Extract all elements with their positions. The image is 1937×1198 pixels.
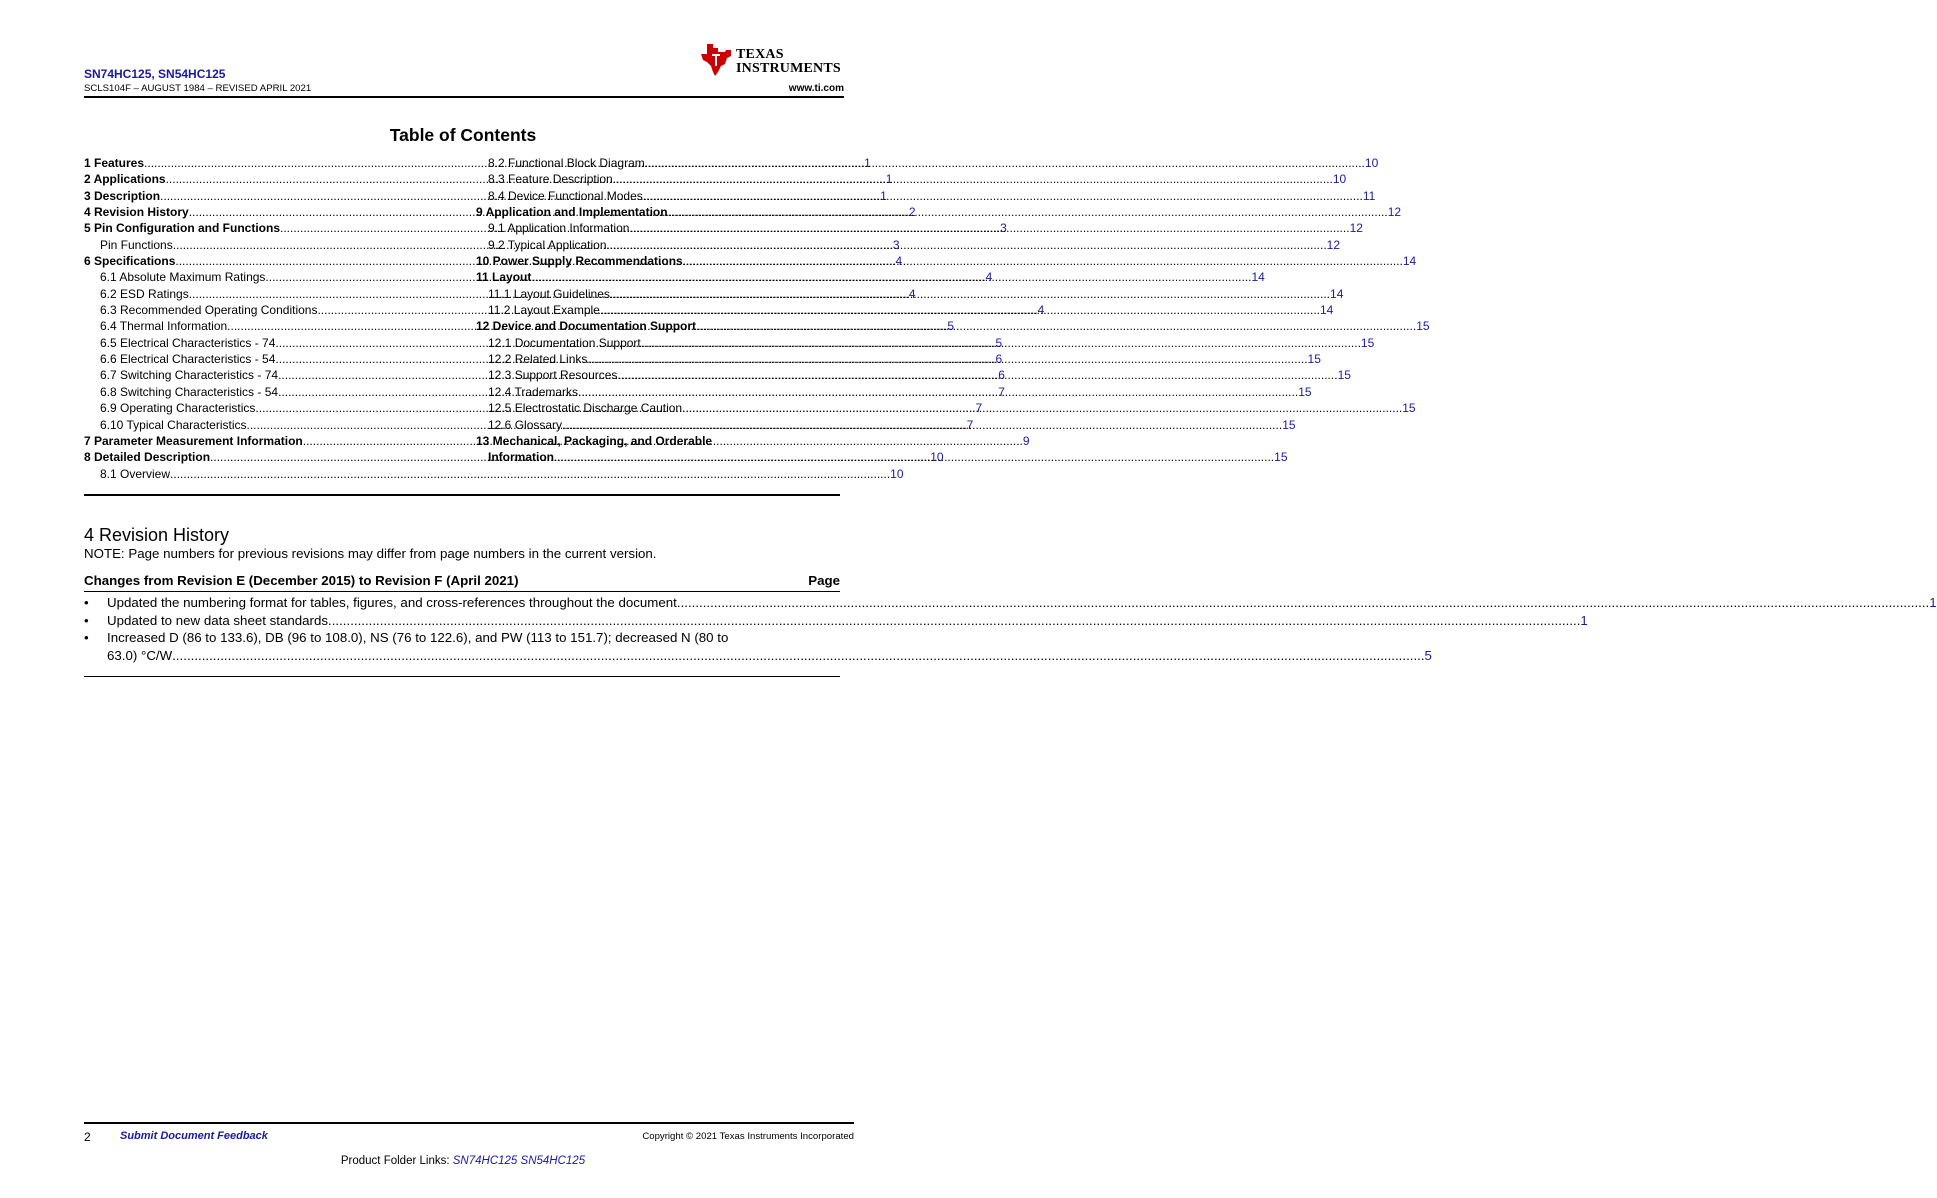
revision-item-text: Increased D (86 to 133.6), DB (96 to 108.0), NS (76 to 122.6), and PW (113 to 151.7); decreased N (80 to <box>107 630 729 646</box>
changes-heading: Changes from Revision E (December 2015) to Revision F (April 2021) <box>84 573 519 588</box>
toc-entry-page-link[interactable]: 14 <box>1402 254 1417 269</box>
dot-leader <box>554 450 1274 464</box>
toc-right-column <box>476 156 1430 467</box>
toc-entry-page-link[interactable]: 2 <box>908 205 916 220</box>
toc-entry-label[interactable]: 6.3 Recommended Operating Conditions <box>100 303 318 318</box>
toc-entry-page-link[interactable]: 10 <box>1364 156 1379 170</box>
toc-entry-label[interactable]: Information <box>488 450 554 465</box>
toc-entry-page-link[interactable]: 10 <box>930 450 944 465</box>
toc-entry-label[interactable]: 3 Description <box>84 188 161 203</box>
dot-leader <box>531 270 1251 284</box>
list-item <box>84 630 1432 665</box>
dot-leader <box>617 368 1337 382</box>
toc-entry[interactable] <box>476 254 1417 270</box>
toc-entry-page-link[interactable]: 5 <box>995 335 1003 350</box>
revision-item-text-cont: 63.0) °C/W <box>107 647 173 663</box>
dot-leader <box>645 156 1365 170</box>
toc-entry-label[interactable]: 13 Mechanical, Packaging, and Orderable <box>476 433 713 448</box>
toc-entry-page-link[interactable]: 4 <box>895 254 903 269</box>
toc-entry-label[interactable]: 6 Specifications <box>84 254 176 269</box>
toc-entry-label[interactable]: 8.3 Feature Description <box>488 172 613 187</box>
toc-entry[interactable] <box>476 434 840 450</box>
toc-entry-label[interactable]: 12.4 Trademarks <box>488 384 579 399</box>
toc-entry-page-link[interactable]: 1 <box>864 156 871 170</box>
dot-leader <box>682 401 1402 415</box>
toc-entry-label[interactable]: 6.4 Thermal Information <box>100 319 228 334</box>
toc-entry-page-link[interactable]: 10 <box>1332 172 1347 187</box>
revision-item-page-link[interactable]: 5 <box>1424 647 1432 663</box>
dot-leader <box>668 205 1388 219</box>
product-folder-links <box>0 1155 926 1167</box>
toc-entry-page-link[interactable]: 14 <box>1251 270 1265 285</box>
toc-entry-page-link[interactable]: 15 <box>1402 401 1416 416</box>
toc-entry-label[interactable]: 12.2 Related Links <box>488 352 588 367</box>
ti-logo-icon <box>698 42 734 78</box>
toc-entry[interactable] <box>84 466 904 483</box>
header-literature-number: SCLS104F – AUGUST 1984 – REVISED APRIL 2021 <box>84 83 312 94</box>
toc-entry-page-link[interactable]: 7 <box>966 417 974 432</box>
toc-entry-label[interactable]: 6.10 Typical Characteristics <box>100 417 247 432</box>
revision-changes-header <box>84 573 840 592</box>
toc-entry-page-link[interactable]: 15 <box>1360 335 1375 350</box>
toc-entry[interactable] <box>476 303 1334 319</box>
revision-history-title: 4 Revision History <box>84 525 230 545</box>
section-separator <box>84 494 840 496</box>
toc-entry-page-link[interactable]: 4 <box>908 286 916 301</box>
toc-entry-label[interactable]: 10 Power Supply Recommendations <box>476 254 683 269</box>
toc-entry-page-link[interactable]: 6 <box>995 352 1003 367</box>
toc-entry-page-link[interactable]: 10 <box>890 466 904 481</box>
header-part-numbers[interactable]: SN74HC125, SN54HC125 <box>84 67 226 81</box>
dot-leader <box>643 189 1363 203</box>
toc-entry-page-link[interactable]: 7 <box>998 384 1005 399</box>
section-separator-bottom <box>84 676 840 677</box>
toc-entry-page-link[interactable]: 12 <box>1349 221 1363 236</box>
toc-entry[interactable] <box>476 156 1379 172</box>
toc-entry[interactable] <box>476 417 1296 434</box>
toc-entry[interactable] <box>476 352 1321 368</box>
toc-entry-label[interactable]: 12.6 Glossary <box>488 417 563 432</box>
page-heading: Page <box>808 573 840 588</box>
product-link-sn54hc125[interactable]: SN54HC125 <box>520 1155 586 1167</box>
toc-entry-label[interactable]: 9 Application and Implementation <box>476 205 668 220</box>
dot-leader <box>578 385 1298 399</box>
toc-entry[interactable] <box>476 286 1344 303</box>
toc-entry-label[interactable]: 9.1 Application Information <box>488 221 630 236</box>
toc-entry-page-link[interactable]: 3 <box>892 237 900 252</box>
revision-item-page-link[interactable]: 1 <box>1929 595 1937 610</box>
toc-entry-page-link[interactable]: 12 <box>1326 237 1341 252</box>
list-item <box>84 612 1588 631</box>
bullet: • <box>84 630 89 646</box>
toc-entry-label[interactable]: 6.8 Switching Characteristics - 54 <box>100 384 279 399</box>
toc-entry-label[interactable]: 6.2 ESD Ratings <box>100 286 189 301</box>
toc-entry[interactable] <box>476 368 1351 384</box>
toc-entry-label[interactable]: 8.4 Device Functional Modes <box>488 188 643 203</box>
toc-entry-page-link[interactable]: 6 <box>998 368 1005 383</box>
toc-entry-page-link[interactable]: 4 <box>1037 303 1045 318</box>
dot-leader <box>641 336 1361 350</box>
toc-entry-label[interactable]: 11.2 Layout Example <box>488 303 600 318</box>
toc-entry-page-link[interactable]: 11 <box>1362 188 1376 203</box>
list-item <box>84 595 1937 613</box>
header-rule <box>84 96 844 98</box>
product-link-sn74hc125[interactable]: SN74HC125 <box>452 1155 518 1167</box>
revision-list <box>84 595 1937 665</box>
toc-entry-label[interactable]: 6.7 Switching Characteristics - 74 <box>100 368 279 383</box>
header-url[interactable]: www.ti.com <box>788 83 844 94</box>
dot-leader <box>172 648 1424 663</box>
toc-entry-label[interactable]: 1 Features <box>84 156 145 170</box>
toc-entry-label[interactable]: 8.1 Overview <box>100 466 171 481</box>
toc-entry[interactable] <box>476 384 1312 401</box>
toc-entry[interactable] <box>476 205 1402 221</box>
toc-entry-label[interactable]: 6.6 Electrical Characteristics - 54 <box>100 352 276 367</box>
toc-entry-label[interactable]: 12 Device and Documentation Support <box>476 319 697 334</box>
dot-leader <box>613 172 1333 186</box>
toc-entry-page-link[interactable]: 15 <box>1307 352 1321 367</box>
toc-entry-label[interactable]: 7 Parameter Measurement Information <box>84 433 303 448</box>
toc-entry-label[interactable]: 4 Revision History <box>84 205 189 220</box>
footer-page-number: 2 <box>84 1130 91 1144</box>
toc-entry-label[interactable]: 5 Pin Configuration and Functions <box>84 221 280 236</box>
toc-entry-label[interactable]: 6.9 Operating Characteristics <box>100 401 256 416</box>
revision-item-page-link[interactable]: 1 <box>1580 612 1588 628</box>
toc-entry-label[interactable]: 8.2 Functional Block Diagram <box>488 156 645 170</box>
dot-leader <box>607 238 1327 252</box>
dot-leader <box>328 613 1580 628</box>
logo-text-texas: TEXAS <box>736 47 784 62</box>
product-links-label: Product Folder Links: <box>340 1155 450 1167</box>
toc-entry-label[interactable]: 6.5 Electrical Characteristics - 74 <box>100 335 276 350</box>
toc-entry[interactable] <box>476 221 1363 237</box>
revision-history-note: NOTE: Page numbers for previous revisions may differ from page numbers in the current version. <box>84 546 657 561</box>
bullet: • <box>84 595 89 610</box>
bullet: • <box>84 612 89 628</box>
toc-entry-label[interactable]: Pin Functions <box>100 237 173 252</box>
toc-entry-label[interactable]: 9.2 Typical Application <box>488 237 607 252</box>
revision-item-text: Updated the numbering format for tables, figures, and cross-references throughout the document <box>107 595 677 610</box>
toc-entry-page-link[interactable]: 15 <box>1274 450 1288 465</box>
submit-feedback-link[interactable]: Submit Document Feedback <box>120 1130 268 1142</box>
dot-leader <box>696 319 1416 333</box>
toc-entry[interactable] <box>476 319 1430 335</box>
toc-entry-page-link[interactable]: 7 <box>975 401 983 416</box>
toc-entry[interactable] <box>476 172 1347 188</box>
ti-logo <box>698 42 848 82</box>
toc-entry-page-link[interactable]: 15 <box>1282 417 1296 432</box>
toc-entry-page-link[interactable]: 4 <box>985 270 993 285</box>
footer-copyright: Copyright © 2021 Texas Instruments Incorporated <box>642 1131 854 1142</box>
toc-entry-label[interactable]: 12.1 Documentation Support <box>488 335 641 350</box>
toc-entry-label[interactable]: 8 Detailed Description <box>84 450 211 465</box>
toc-entry-page-link[interactable]: 15 <box>1337 368 1351 383</box>
dot-leader <box>562 418 1282 432</box>
toc-entry-page-link[interactable]: 15 <box>1416 319 1430 334</box>
toc-entry[interactable] <box>476 335 1375 352</box>
footer-rule <box>84 1122 854 1124</box>
toc-entry-label[interactable]: 12.5 Electrostatic Discharge Caution <box>488 401 683 416</box>
toc-entry-page-link[interactable]: 3 <box>1000 221 1007 236</box>
dot-leader <box>610 287 1330 301</box>
toc-entry-page-link[interactable]: 5 <box>947 319 954 334</box>
toc-entry[interactable] <box>476 188 1376 205</box>
toc-entry-label[interactable]: 2 Applications <box>84 172 166 187</box>
toc-entry-page-link[interactable]: 15 <box>1298 384 1312 399</box>
revision-item-text: Updated to new data sheet standards <box>107 612 329 628</box>
toc-entry[interactable] <box>476 270 1265 286</box>
toc-entry-page-link[interactable]: 14 <box>1330 286 1344 301</box>
toc-entry-label[interactable]: 11 Layout <box>476 270 532 285</box>
toc-entry-label[interactable]: 12.3 Support Resources <box>488 368 618 383</box>
toc-entry-label[interactable]: 6.1 Absolute Maximum Ratings <box>100 270 266 285</box>
toc-entry-page-link[interactable]: 12 <box>1387 205 1402 220</box>
dot-leader <box>170 467 890 481</box>
toc-entry-page-link[interactable]: 1 <box>885 172 893 187</box>
toc-entry-page-link[interactable]: 9 <box>1022 433 1030 448</box>
toc-entry-page-link[interactable]: 14 <box>1320 303 1334 318</box>
dot-leader <box>677 595 1929 610</box>
toc-entry-page-link[interactable]: 1 <box>880 188 887 203</box>
toc-entry-label[interactable]: 11.1 Layout Guidelines <box>488 286 610 301</box>
toc-title: Table of Contents <box>389 125 537 145</box>
toc-entry[interactable] <box>476 401 1416 417</box>
dot-leader <box>629 221 1349 235</box>
dot-leader <box>600 303 1320 317</box>
dot-leader <box>683 254 1403 268</box>
toc-entry[interactable] <box>476 237 1341 254</box>
logo-text-instruments: INSTRUMENTS <box>736 61 841 76</box>
dot-leader <box>587 352 1307 366</box>
